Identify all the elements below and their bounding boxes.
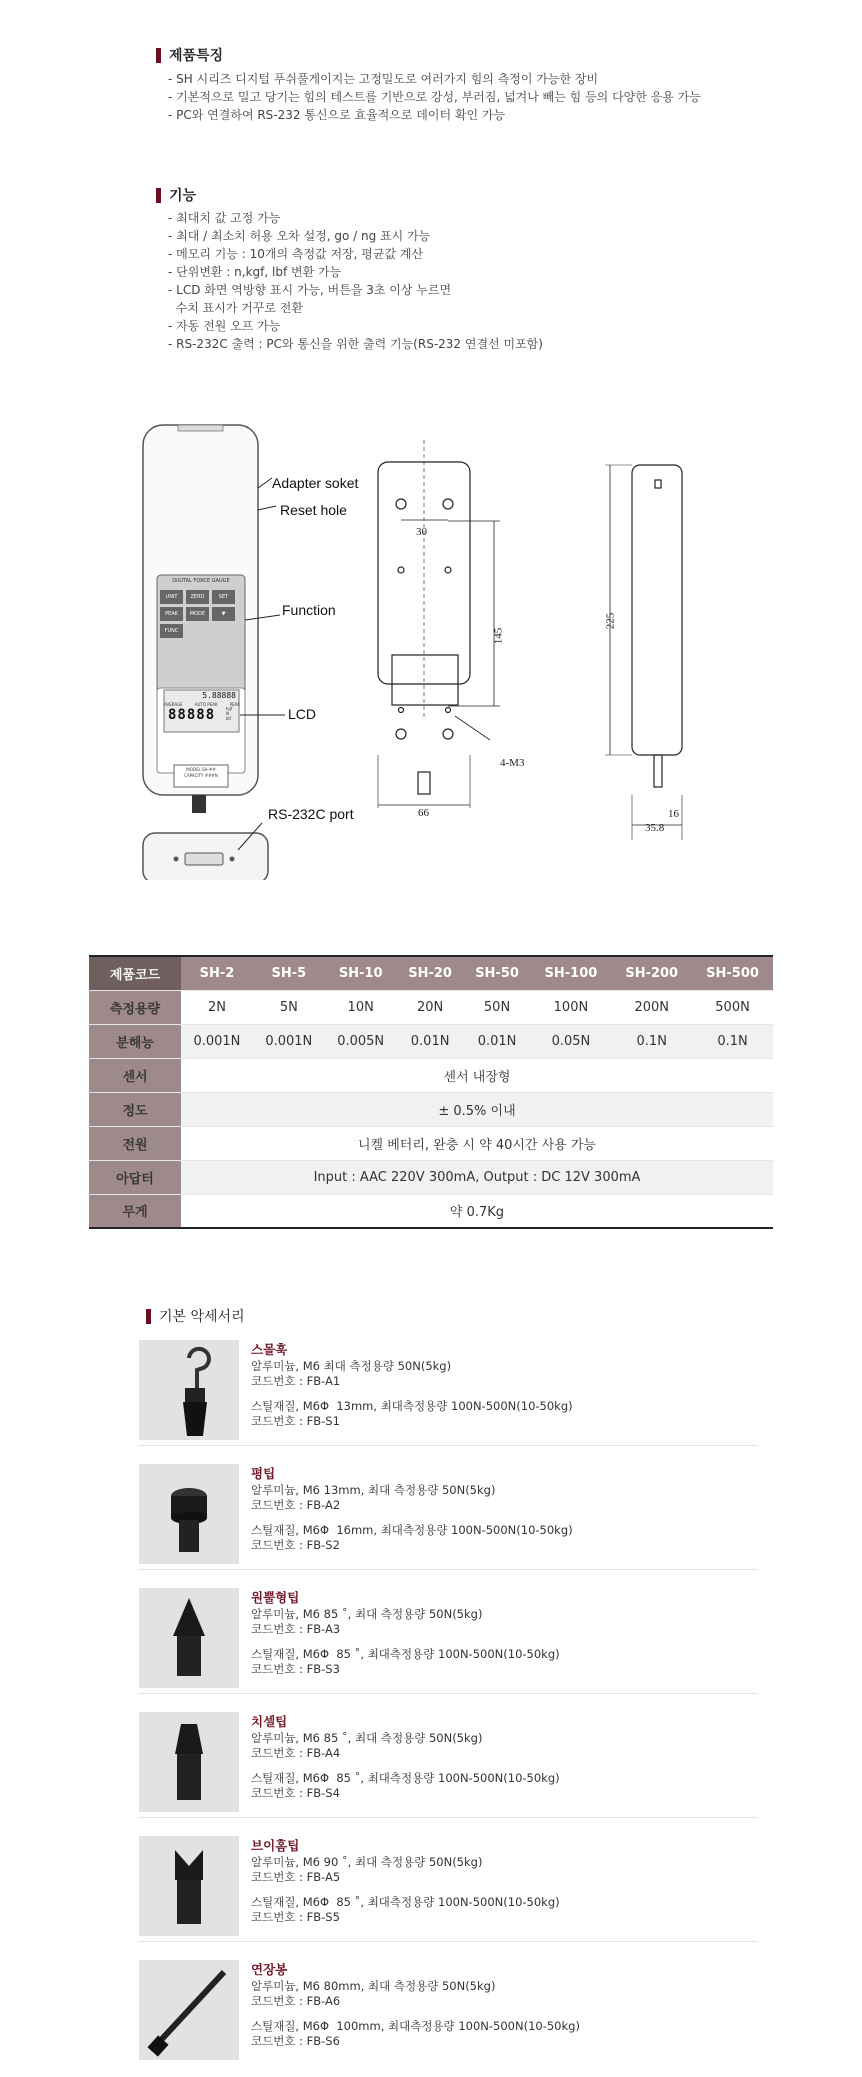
v-groove-tip-icon: [139, 1836, 239, 1936]
device-bottom-view: [143, 833, 268, 880]
accessory-line: 코드번호 : FB-S5: [251, 1910, 340, 1924]
functions-line: 수치 표시가 거꾸로 전환: [168, 301, 303, 315]
spec-row-adapter: [89, 1160, 773, 1194]
heading-bar: [146, 1309, 151, 1324]
accessories-heading: [146, 1306, 245, 1326]
spec-cell: 0.001N: [181, 1024, 253, 1058]
accessory-line: 스틸재질, M6Φ 16mm, 최대측정용량 100N-500N(10-50kg): [251, 1523, 573, 1537]
technical-front-view: [378, 440, 500, 808]
accessory-text: [251, 1838, 560, 1925]
spec-table: [89, 955, 773, 1229]
hook-icon: [139, 1340, 239, 1440]
spec-cell: 0.1N: [611, 1024, 692, 1058]
accessory-line: 코드번호 : FB-A6: [251, 1994, 341, 2008]
device-key: FUNC: [160, 624, 183, 638]
device-key: SET: [212, 590, 235, 604]
label-function: Function: [282, 602, 336, 618]
cone-tip-icon: [139, 1588, 239, 1688]
accessory-line: 코드번호 : FB-A4: [251, 1746, 341, 1760]
accessory-text: [251, 1342, 573, 1429]
spec-row-capacity: [89, 990, 773, 1024]
functions-line: - RS-232C 출력 : PC와 통신을 위한 출력 기능(RS-232 연결선 미포함): [168, 337, 543, 351]
spec-row-power: [89, 1126, 773, 1160]
features-heading: [156, 45, 223, 65]
accessory-line: 코드번호 : FB-S2: [251, 1538, 340, 1552]
dim-35-8: 35.8: [645, 822, 665, 834]
accessory-line: 코드번호 : FB-A2: [251, 1498, 341, 1512]
features-line: - SH 시리즈 디지털 푸쉬풀게이지는 고정밀도로 여러가지 힘의 측정이 가능한 장비: [168, 72, 599, 86]
spec-cell: 0.1N: [692, 1024, 773, 1058]
spec-model: SH-10: [325, 956, 397, 990]
accessory-item: [138, 1830, 758, 1942]
accessory-item: [138, 1954, 758, 2066]
spec-cell: 500N: [692, 990, 773, 1024]
accessory-line: 코드번호 : FB-A1: [251, 1374, 341, 1388]
lcd-main-readout: 88888: [168, 707, 216, 723]
spec-cell: 2N: [181, 990, 253, 1024]
spec-model: SH-100: [531, 956, 612, 990]
functions-heading: [156, 185, 196, 205]
spec-model: SH-2: [181, 956, 253, 990]
accessory-text: [251, 1590, 560, 1677]
accessory-item: [138, 1582, 758, 1694]
functions-line: - 자동 전원 오프 가능: [168, 319, 281, 333]
heading-bar: [156, 188, 161, 203]
accessory-line: 코드번호 : FB-A5: [251, 1870, 341, 1884]
spec-row-label: 아답터: [89, 1160, 181, 1194]
lcd-unit: kgf: [226, 706, 233, 711]
accessory-line: 스틸재질, M6Φ 85 ˚, 최대측정용량 100N-500N(10-50kg): [251, 1895, 560, 1909]
spec-model: SH-5: [253, 956, 325, 990]
model-plate: [174, 767, 228, 779]
spec-cell: 니켈 베터리, 완충 시 약 40시간 사용 가능: [181, 1126, 773, 1160]
features-line: - PC와 연결하여 RS-232 통신으로 효율적으로 데이터 확인 가능: [168, 108, 506, 122]
accessory-line: 코드번호 : FB-S1: [251, 1414, 340, 1428]
accessory-line: 알루미늄, M6 85 ˚, 최대 측정용량 50N(5kg): [251, 1607, 483, 1621]
spec-header-label: 제품코드: [89, 956, 181, 990]
lcd-top-readout: 5.88888: [202, 691, 236, 700]
spec-row-models: [89, 956, 773, 990]
flat-tip-icon: [139, 1464, 239, 1564]
device-drawing: [0, 410, 862, 880]
spec-model: SH-50: [464, 956, 531, 990]
accessory-line: 스틸재질, M6Φ 13mm, 최대측정용량 100N-500N(10-50kg): [251, 1399, 573, 1413]
accessory-line: 스틸재질, M6Φ 85 ˚, 최대측정용량 100N-500N(10-50kg): [251, 1647, 560, 1661]
spec-row-label: 전원: [89, 1126, 181, 1160]
lcd-word: AVERAGE: [164, 702, 183, 707]
accessory-name: 브이홈팁: [251, 1838, 300, 1853]
accessory-line: 스틸재질, M6Φ 100mm, 최대측정용량 100N-500N(10-50kg): [251, 2019, 580, 2033]
functions-line: - 메모리 기능 : 10개의 측정값 저장, 평균값 계산: [168, 247, 424, 261]
spec-row-sensor: [89, 1058, 773, 1092]
accessory-line: 알루미늄, M6 최대 측정용량 50N(5kg): [251, 1359, 452, 1373]
accessory-text: [251, 1714, 560, 1801]
features-line: - 기본적으로 밀고 당기는 힘의 테스트를 기반으로 강성, 부러짐, 넓겨나 빼는 힘 등의 다양한 응용 가능: [168, 90, 701, 104]
functions-line: - 최대치 값 고정 가능: [168, 211, 281, 225]
device-key: UNIT: [160, 590, 183, 604]
spec-row-label: 측정용량: [89, 990, 181, 1024]
lcd-units: [226, 706, 232, 721]
spec-cell: 10N: [325, 990, 397, 1024]
accessory-name: 치셀팁: [251, 1714, 288, 1729]
spec-cell: 약 0.7Kg: [181, 1194, 773, 1228]
heading-bar: [156, 48, 161, 63]
spec-cell: 5N: [253, 990, 325, 1024]
accessory-line: 알루미늄, M6 80mm, 최대 측정용량 50N(5kg): [251, 1979, 496, 1993]
accessory-line: 스틸재질, M6Φ 85 ˚, 최대측정용량 100N-500N(10-50kg): [251, 1771, 560, 1785]
functions-title: 기능: [169, 188, 197, 204]
spec-cell: 0.005N: [325, 1024, 397, 1058]
functions-line: - LCD 화면 역방향 표시 가능, 버튼을 3초 이상 누르면: [168, 283, 452, 297]
accessory-text: [251, 1962, 580, 2049]
spec-cell: 센서 내장형: [181, 1058, 773, 1092]
accessory-item: [138, 1458, 758, 1570]
spec-row-label: 무게: [89, 1194, 181, 1228]
device-brand: DIGITAL FORCE GAUGE: [172, 578, 230, 584]
spec-model: SH-500: [692, 956, 773, 990]
spec-model: SH-20: [397, 956, 464, 990]
spec-cell: 20N: [397, 990, 464, 1024]
spec-cell: 50N: [464, 990, 531, 1024]
lcd-unit: lbf: [226, 716, 232, 721]
label-lcd: LCD: [288, 706, 317, 722]
device-key: ZERO: [186, 590, 209, 604]
lcd-word: AUTO PEAK: [194, 702, 218, 707]
accessories-title: 기본 악세서리: [159, 1309, 245, 1325]
dim-16: 16: [668, 808, 679, 820]
label-adapter-socket: Adapter soket: [272, 475, 359, 491]
accessory-line: 코드번호 : FB-S3: [251, 1662, 340, 1676]
label-rs232-port: RS-232C port: [268, 806, 354, 822]
functions-list: [168, 209, 543, 353]
dim-30: 30: [416, 526, 427, 538]
accessory-line: 코드번호 : FB-A3: [251, 1622, 341, 1636]
spec-row-weight: [89, 1194, 773, 1228]
spec-cell: 0.05N: [531, 1024, 612, 1058]
accessory-line: 알루미늄, M6 13mm, 최대 측정용량 50N(5kg): [251, 1483, 496, 1497]
extension-rod-icon: [139, 1960, 239, 2060]
spec-model: SH-200: [611, 956, 692, 990]
functions-line: - 최대 / 최소치 허용 오차 설정, go / ng 표시 가능: [168, 229, 431, 243]
spec-cell: 0.01N: [397, 1024, 464, 1058]
device-key: MODE: [186, 607, 209, 621]
features-list: [168, 70, 701, 124]
accessory-line: 코드번호 : FB-S6: [251, 2034, 340, 2048]
label-reset-hole: Reset hole: [280, 502, 347, 518]
device-key: PEAK: [160, 607, 183, 621]
spec-cell: ± 0.5% 이내: [181, 1092, 773, 1126]
dim-4-m3: 4-M3: [500, 757, 525, 769]
accessory-line: 알루미늄, M6 90 ˚, 최대 측정용량 50N(5kg): [251, 1855, 483, 1869]
accessory-line: 코드번호 : FB-S4: [251, 1786, 340, 1800]
spec-row-accuracy: [89, 1092, 773, 1126]
accessory-name: 스몰훅: [251, 1342, 288, 1357]
functions-line: - 단위변환 : n,kgf, lbf 변환 가능: [168, 265, 342, 279]
spec-cell: 0.001N: [253, 1024, 325, 1058]
model-sub: CAPACITY ###N: [184, 773, 218, 778]
accessory-name: 평팁: [251, 1466, 276, 1481]
accessory-text: [251, 1466, 573, 1553]
spec-row-label: 센서: [89, 1058, 181, 1092]
spec-row-label: 분해능: [89, 1024, 181, 1058]
accessory-item: [138, 1706, 758, 1818]
spec-row-resolution: [89, 1024, 773, 1058]
dim-225: 225: [604, 612, 617, 630]
spec-cell: Input : AAC 220V 300mA, Output : DC 12V 300mA: [181, 1160, 773, 1194]
spec-cell: 200N: [611, 990, 692, 1024]
lcd-unit: N: [226, 711, 229, 716]
device-key: ▼: [212, 607, 235, 621]
device-keypad: [160, 590, 242, 638]
lcd-word: PEAK: [229, 702, 240, 707]
model-label: MODEL SH-##: [186, 767, 216, 772]
accessory-name: 연장봉: [251, 1962, 288, 1977]
dim-66: 66: [418, 807, 429, 819]
accessory-line: 알루미늄, M6 85 ˚, 최대 측정용량 50N(5kg): [251, 1731, 483, 1745]
accessory-item: [138, 1334, 758, 1446]
features-title: 제품특징: [169, 48, 224, 64]
technical-side-view: [605, 465, 682, 840]
spec-cell: 0.01N: [464, 1024, 531, 1058]
chisel-tip-icon: [139, 1712, 239, 1812]
spec-row-label: 정도: [89, 1092, 181, 1126]
accessory-name: 원뿔형팁: [251, 1590, 300, 1605]
dim-145: 145: [492, 627, 505, 645]
spec-cell: 100N: [531, 990, 612, 1024]
